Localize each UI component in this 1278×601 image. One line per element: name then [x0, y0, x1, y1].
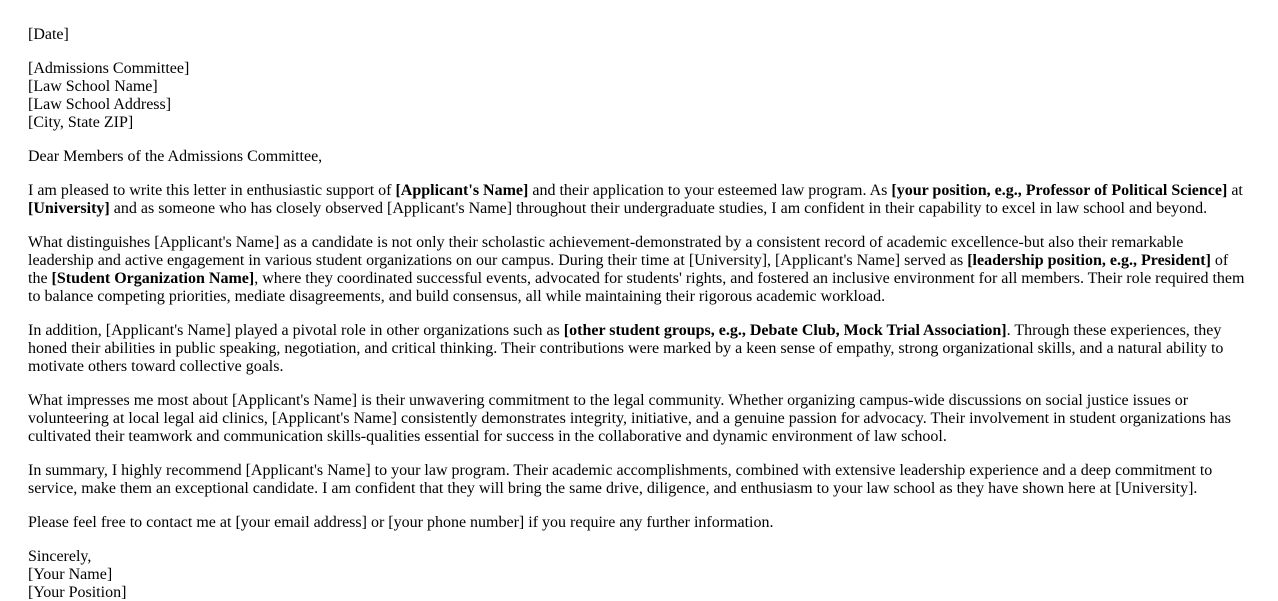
recipient-block: [Admissions Committee] [Law School Name] [Law School Address] [City, State ZIP]: [28, 60, 190, 131]
text-run: What impresses me most about [Applicant's Name] is their unwavering commitment to the legal community. Whether organizing campus-wide discussions on social justice issues or volunteering at local legal aid clinics, [Applicant's Name] consistently demonstrates integrity, initiative, and a genuine passion for advocacy. Their involvement in student organizations has cultivated their teamwork and communication skills-qualities essential for success in the collaborative and dynamic environment of law school.: [28, 392, 1231, 445]
text-run: Please feel free to contact me at [your email address] or [your phone number] if you require any further information.: [28, 514, 774, 531]
closing-block: Sincerely, [Your Name] [Your Position]: [28, 548, 127, 601]
placeholder-token-bold: [University]: [28, 200, 110, 217]
placeholder-token-bold: [leadership position, e.g., President]: [967, 252, 1211, 269]
letter-paragraph: [28, 234, 1250, 306]
letter-paragraph: [28, 392, 1250, 446]
letter-paragraph: [28, 514, 1250, 532]
text-run: . Through these experiences, they honed their abilities in public speaking, negotiation, and critical thinking. Their contributions were marked by a keen sense of empathy, strong organizational skills, and a natural ability to motivate others toward collective goals.: [28, 322, 1224, 375]
text-run: of the: [28, 252, 1229, 287]
text-run: , where they coordinated successful events, advocated for students' rights, and fostered an inclusive environment for all members. Their role required them to balance competing priorities, mediate disagreements, and build consensus, all while maintaining their rigorous academic workload.: [28, 270, 1245, 305]
text-run: In addition, [Applicant's Name] played a pivotal role in other organizations such as: [28, 322, 564, 339]
salutation: Dear Members of the Admissions Committee,: [28, 148, 323, 165]
text-run: at: [1227, 182, 1243, 199]
letter-date: [Date]: [28, 26, 69, 43]
placeholder-token-bold: [your position, e.g., Professor of Political Science]: [891, 182, 1228, 199]
text-run: What distinguishes [Applicant's Name] as a candidate is not only their scholastic achievement-demonstrated by a consistent record of academic excellence-but also their remarkable leadership and active engagement in various student organizations on our campus. During their time at [University], [Applicant's Name] served as: [28, 234, 1184, 269]
text-run: and as someone who has closely observed [Applicant's Name] throughout their undergraduate studies, I am confident in their capability to excel in law school and beyond.: [109, 200, 1208, 217]
letter-paragraph: [28, 322, 1250, 376]
placeholder-token-bold: [other student groups, e.g., Debate Club, Mock Trial Association]: [563, 322, 1007, 339]
text-run: In summary, I highly recommend [Applicant's Name] to your law program. Their academic accomplishments, combined with extensive leadership experience and a deep commitment to service, make them an exceptional candidate. I am confident that they will bring the same drive, diligence, and enthusiasm to your law school as they have shown here at [University].: [28, 462, 1213, 497]
letter-paragraph: [28, 182, 1250, 218]
letter-body: [28, 182, 1250, 532]
placeholder-token-bold: [Student Organization Name]: [51, 270, 255, 287]
text-run: and their application to your esteemed law program. As: [528, 182, 892, 199]
letter-paragraph: [28, 462, 1250, 498]
placeholder-token-bold: [Applicant's Name]: [395, 182, 529, 199]
text-run: I am pleased to write this letter in enthusiastic support of: [28, 182, 396, 199]
